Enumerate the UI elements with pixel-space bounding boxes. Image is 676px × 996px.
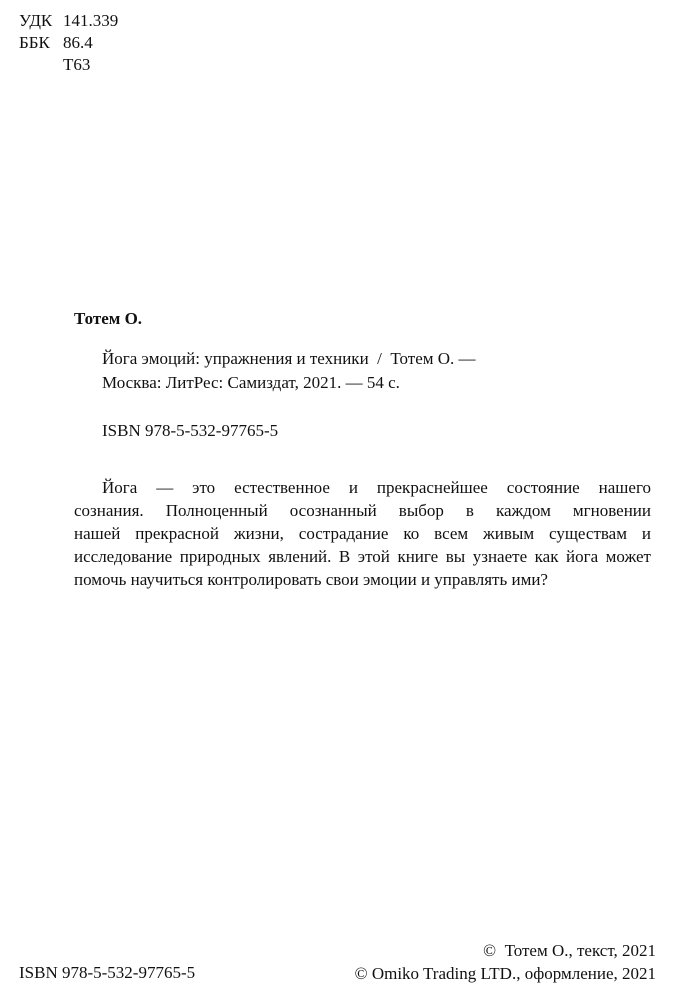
biblio-publisher-line: Москва: ЛитРес: Самиздат, 2021. — 54 с. — [102, 373, 400, 392]
abstract-line: исследование природных явлений. В этой книге вы узнаете как йога может — [74, 547, 651, 566]
biblio-title-line: Йога эмоций: упражнения и техники / Тотем О. — — [102, 349, 476, 368]
author-sign-value: Т63 — [63, 55, 91, 74]
bbk-value: 86.4 — [63, 33, 93, 52]
author-heading: Тотем О. — [74, 309, 143, 328]
abstract-line: нашей прекрасной жизни, сострадание ко всем живым существам и — [74, 524, 651, 543]
copyright-text-line: © Тотем О., текст, 2021 — [483, 941, 656, 960]
bbk-label: ББК — [19, 33, 50, 52]
abstract-line: помочь научиться контролировать свои эмоции и управлять ими? — [74, 570, 548, 589]
isbn-number: ISBN 978-5-532-97765-5 — [102, 421, 279, 440]
author-sign-row — [19, 54, 118, 76]
udk-code-row — [19, 10, 118, 32]
bbk-code-row — [19, 32, 118, 54]
abstract-paragraph — [74, 476, 651, 591]
abstract-line: сознания. Полноценный осознанный выбор в каждом мгновении — [74, 501, 651, 520]
udk-value: 141.339 — [63, 11, 119, 30]
udk-label: УДК — [19, 11, 53, 30]
abstract-line: Йога — это естественное и прекраснейшее состояние нашего — [102, 478, 651, 497]
footer-isbn: ISBN 978-5-532-97765-5 — [19, 963, 196, 982]
author-sign-label — [19, 54, 63, 76]
copyright-design-line: © Omiko Trading LTD., оформление, 2021 — [354, 964, 656, 983]
bibliographic-description — [102, 347, 476, 395]
copyright-block — [355, 939, 656, 985]
classification-codes — [19, 10, 118, 76]
